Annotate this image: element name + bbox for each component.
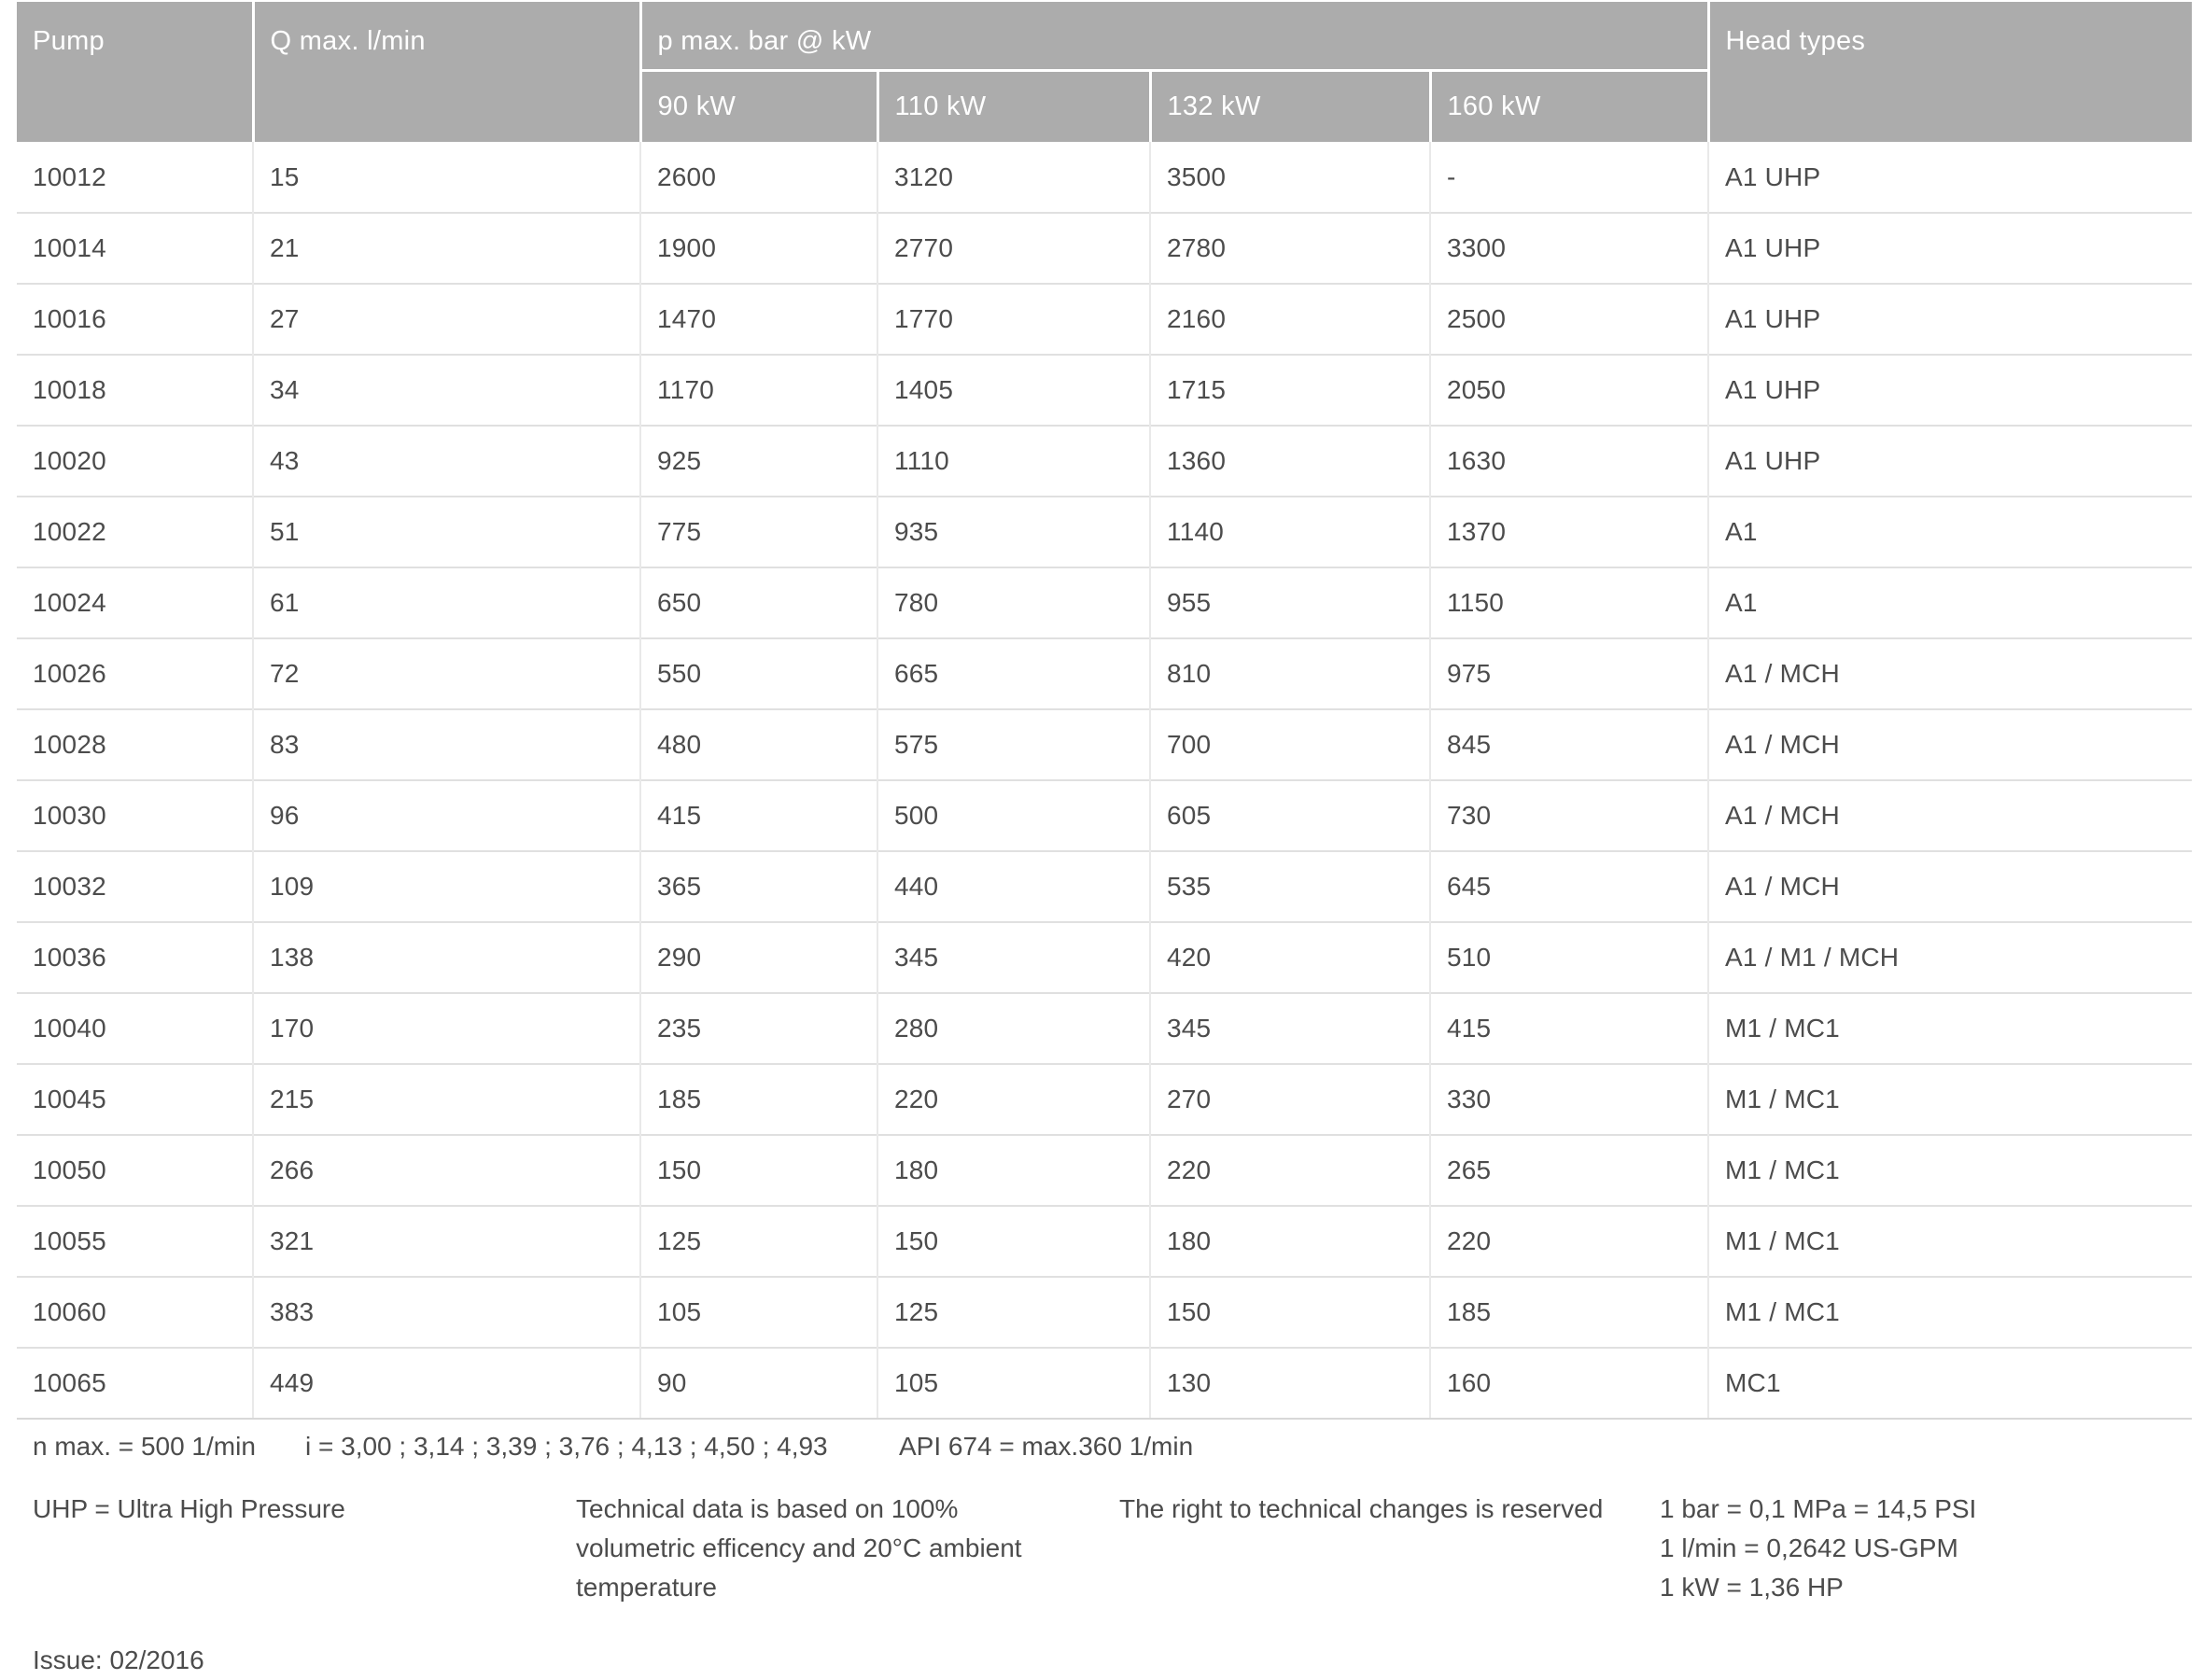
column-header-132kw: 132 kW	[1150, 70, 1430, 142]
p160-cell: 975	[1430, 638, 1708, 709]
head-type-cell: A1 / MCH	[1708, 709, 2192, 780]
qmax-cell: 383	[253, 1277, 640, 1348]
p160-cell: 1370	[1430, 497, 1708, 567]
column-header-110kw: 110 kW	[877, 70, 1150, 142]
head-type-cell: A1 UHP	[1708, 284, 2192, 355]
table-row	[17, 284, 2192, 355]
p90-cell: 415	[640, 780, 877, 851]
p132-cell: 700	[1150, 709, 1430, 780]
p110-cell: 150	[877, 1206, 1150, 1277]
head-type-cell: A1 / MCH	[1708, 638, 2192, 709]
pump-cell: 10018	[17, 355, 253, 426]
qmax-cell: 109	[253, 851, 640, 922]
p110-cell: 440	[877, 851, 1150, 922]
p90-cell: 650	[640, 567, 877, 638]
p132-cell: 605	[1150, 780, 1430, 851]
table-row	[17, 1206, 2192, 1277]
head-type-cell: A1 UHP	[1708, 142, 2192, 213]
pump-cell: 10060	[17, 1277, 253, 1348]
p110-cell: 1110	[877, 426, 1150, 497]
p132-cell: 130	[1150, 1348, 1430, 1419]
p110-cell: 2770	[877, 213, 1150, 284]
table-row	[17, 497, 2192, 567]
column-header-pump: Pump	[17, 2, 253, 142]
conversion-kw: 1 kW = 1,36 HP	[1660, 1573, 1844, 1602]
table-row	[17, 922, 2192, 993]
head-type-cell: A1 / MCH	[1708, 851, 2192, 922]
p90-cell: 235	[640, 993, 877, 1064]
p90-cell: 1170	[640, 355, 877, 426]
p160-cell: 1150	[1430, 567, 1708, 638]
head-type-cell: M1 / MC1	[1708, 1135, 2192, 1206]
p160-cell: 3300	[1430, 213, 1708, 284]
p110-cell: 1405	[877, 355, 1150, 426]
p160-cell: 415	[1430, 993, 1708, 1064]
p110-cell: 105	[877, 1348, 1150, 1419]
qmax-cell: 170	[253, 993, 640, 1064]
pump-cell: 10026	[17, 638, 253, 709]
p132-cell: 1360	[1150, 426, 1430, 497]
table-row	[17, 213, 2192, 284]
head-type-cell: A1 / M1 / MCH	[1708, 922, 2192, 993]
table-header	[17, 2, 2192, 142]
head-type-cell: M1 / MC1	[1708, 1206, 2192, 1277]
head-type-cell: M1 / MC1	[1708, 1277, 2192, 1348]
p110-cell: 3120	[877, 142, 1150, 213]
p90-cell: 365	[640, 851, 877, 922]
p160-cell: 510	[1430, 922, 1708, 993]
table-row	[17, 638, 2192, 709]
p132-cell: 535	[1150, 851, 1430, 922]
pump-cell: 10036	[17, 922, 253, 993]
p160-cell: 1630	[1430, 426, 1708, 497]
table-row	[17, 851, 2192, 922]
table-row	[17, 993, 2192, 1064]
p90-cell: 2600	[640, 142, 877, 213]
pump-cell: 10045	[17, 1064, 253, 1135]
p132-cell: 420	[1150, 922, 1430, 993]
note-technical-line-2: volumetric efficency and 20°C ambient	[576, 1533, 1022, 1562]
conversion-lmin: 1 l/min = 0,2642 US-GPM	[1660, 1533, 1958, 1562]
p132-cell: 1140	[1150, 497, 1430, 567]
head-type-cell: M1 / MC1	[1708, 993, 2192, 1064]
p160-cell: 2500	[1430, 284, 1708, 355]
p110-cell: 280	[877, 993, 1150, 1064]
pump-cell: 10055	[17, 1206, 253, 1277]
p132-cell: 2780	[1150, 213, 1430, 284]
head-type-cell: A1 UHP	[1708, 355, 2192, 426]
p160-cell: 730	[1430, 780, 1708, 851]
qmax-cell: 43	[253, 426, 640, 497]
p132-cell: 150	[1150, 1277, 1430, 1348]
p110-cell: 345	[877, 922, 1150, 993]
column-header-pmax-group: p max. bar @ kW	[640, 2, 1708, 70]
table-row	[17, 780, 2192, 851]
p160-cell: 185	[1430, 1277, 1708, 1348]
p90-cell: 185	[640, 1064, 877, 1135]
p160-cell: 160	[1430, 1348, 1708, 1419]
qmax-cell: 61	[253, 567, 640, 638]
note-technical-line-1: Technical data is based on 100%	[576, 1494, 959, 1523]
p132-cell: 1715	[1150, 355, 1430, 426]
p132-cell: 2160	[1150, 284, 1430, 355]
note-technical-line-3: temperature	[576, 1573, 717, 1602]
p110-cell: 935	[877, 497, 1150, 567]
qmax-cell: 138	[253, 922, 640, 993]
p132-cell: 345	[1150, 993, 1430, 1064]
p110-cell: 125	[877, 1277, 1150, 1348]
table-row	[17, 1064, 2192, 1135]
table-row	[17, 1135, 2192, 1206]
pump-cell: 10016	[17, 284, 253, 355]
qmax-cell: 72	[253, 638, 640, 709]
qmax-cell: 83	[253, 709, 640, 780]
p110-cell: 1770	[877, 284, 1150, 355]
pump-cell: 10040	[17, 993, 253, 1064]
column-header-160kw: 160 kW	[1430, 70, 1708, 142]
p132-cell: 270	[1150, 1064, 1430, 1135]
p132-cell: 3500	[1150, 142, 1430, 213]
qmax-cell: 215	[253, 1064, 640, 1135]
note-n-max: n max. = 500 1/min	[33, 1432, 256, 1461]
qmax-cell: 449	[253, 1348, 640, 1419]
table-row	[17, 1348, 2192, 1419]
qmax-cell: 321	[253, 1206, 640, 1277]
head-type-cell: A1 / MCH	[1708, 780, 2192, 851]
head-type-cell: MC1	[1708, 1348, 2192, 1419]
pump-table-body	[17, 142, 2192, 1419]
p160-cell: 845	[1430, 709, 1708, 780]
p132-cell: 220	[1150, 1135, 1430, 1206]
head-type-cell: A1 UHP	[1708, 426, 2192, 497]
note-technical-basis	[576, 1490, 1022, 1607]
table-row	[17, 355, 2192, 426]
column-header-90kw: 90 kW	[640, 70, 877, 142]
qmax-cell: 27	[253, 284, 640, 355]
p132-cell: 810	[1150, 638, 1430, 709]
p90-cell: 125	[640, 1206, 877, 1277]
pump-cell: 10028	[17, 709, 253, 780]
note-rights-reserved: The right to technical changes is reserved	[1119, 1494, 1604, 1523]
head-type-cell: A1	[1708, 567, 2192, 638]
p90-cell: 105	[640, 1277, 877, 1348]
p90-cell: 925	[640, 426, 877, 497]
p110-cell: 665	[877, 638, 1150, 709]
qmax-cell: 21	[253, 213, 640, 284]
p160-cell: 220	[1430, 1206, 1708, 1277]
pump-cell: 10022	[17, 497, 253, 567]
p160-cell: 330	[1430, 1064, 1708, 1135]
note-gear-ratios: i = 3,00 ; 3,14 ; 3,39 ; 3,76 ; 4,13 ; 4,50 ; 4,93	[305, 1432, 828, 1461]
table-row	[17, 142, 2192, 213]
issue-date: Issue: 02/2016	[33, 1645, 204, 1674]
pump-cell: 10065	[17, 1348, 253, 1419]
head-type-cell: A1	[1708, 497, 2192, 567]
header-group-row	[17, 2, 2192, 70]
p90-cell: 550	[640, 638, 877, 709]
qmax-cell: 266	[253, 1135, 640, 1206]
head-type-cell: M1 / MC1	[1708, 1064, 2192, 1135]
table-row	[17, 426, 2192, 497]
p110-cell: 500	[877, 780, 1150, 851]
pump-cell: 10012	[17, 142, 253, 213]
p90-cell: 1900	[640, 213, 877, 284]
pump-spec-table	[17, 2, 2192, 1420]
table-row	[17, 709, 2192, 780]
p110-cell: 780	[877, 567, 1150, 638]
p90-cell: 1470	[640, 284, 877, 355]
p90-cell: 480	[640, 709, 877, 780]
p160-cell: 645	[1430, 851, 1708, 922]
p110-cell: 180	[877, 1135, 1150, 1206]
p160-cell: -	[1430, 142, 1708, 213]
p110-cell: 575	[877, 709, 1150, 780]
qmax-cell: 34	[253, 355, 640, 426]
p90-cell: 90	[640, 1348, 877, 1419]
p132-cell: 955	[1150, 567, 1430, 638]
pump-cell: 10020	[17, 426, 253, 497]
qmax-cell: 51	[253, 497, 640, 567]
pump-cell: 10030	[17, 780, 253, 851]
table-footnote-line	[0, 1432, 2203, 1469]
pump-cell: 10014	[17, 213, 253, 284]
p90-cell: 150	[640, 1135, 877, 1206]
qmax-cell: 96	[253, 780, 640, 851]
p132-cell: 180	[1150, 1206, 1430, 1277]
p110-cell: 220	[877, 1064, 1150, 1135]
p90-cell: 775	[640, 497, 877, 567]
column-header-qmax: Q max. l/min	[253, 2, 640, 142]
pump-cell: 10050	[17, 1135, 253, 1206]
note-uhp-definition: UHP = Ultra High Pressure	[33, 1494, 345, 1523]
conversion-bar: 1 bar = 0,1 MPa = 14,5 PSI	[1660, 1494, 1977, 1523]
note-api-674: API 674 = max.360 1/min	[899, 1432, 1194, 1461]
head-type-cell: A1 UHP	[1708, 213, 2192, 284]
p160-cell: 265	[1430, 1135, 1708, 1206]
qmax-cell: 15	[253, 142, 640, 213]
pump-cell: 10032	[17, 851, 253, 922]
column-header-head-types: Head types	[1708, 2, 2192, 142]
pump-cell: 10024	[17, 567, 253, 638]
table-row	[17, 1277, 2192, 1348]
table-row	[17, 567, 2192, 638]
p90-cell: 290	[640, 922, 877, 993]
note-unit-conversions	[1660, 1490, 1976, 1607]
p160-cell: 2050	[1430, 355, 1708, 426]
